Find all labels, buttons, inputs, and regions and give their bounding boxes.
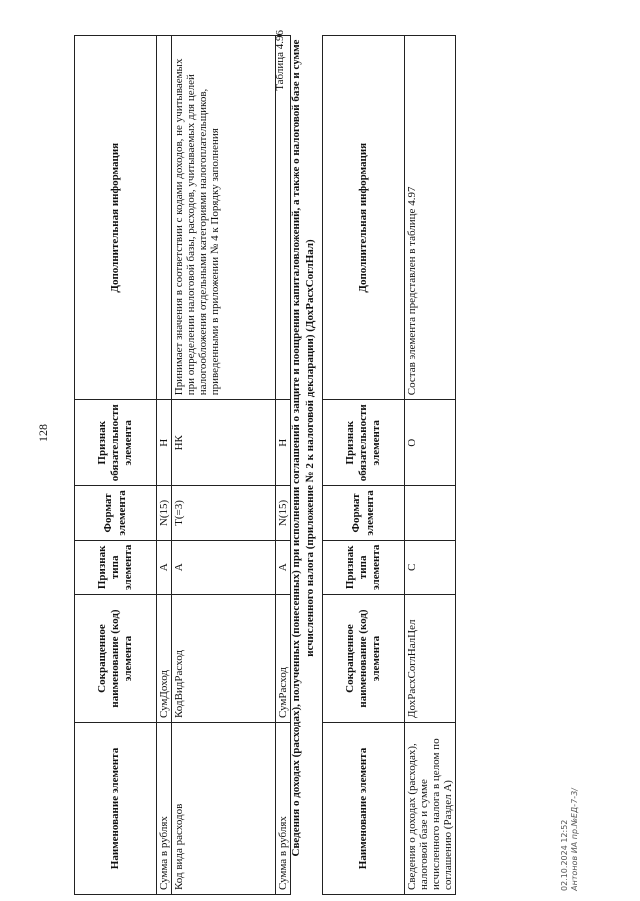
stamp-line-2: Антонов ИА пр.№ЕД-7-3/ (570, 787, 580, 892)
header-name: Наименование элемента (323, 723, 405, 895)
header-info: Дополнительная информация (323, 36, 405, 400)
cell-required: Н (157, 400, 172, 486)
cell-name: Сумма в рублях (157, 723, 172, 895)
cell-code: СумДоход (157, 595, 172, 723)
cell-required: Н (276, 400, 291, 486)
cell-code: СумРасход (276, 595, 291, 723)
table-row (405, 36, 456, 895)
table-row (157, 36, 172, 895)
header-name: Наименование элемента (75, 723, 157, 895)
cell-info (157, 36, 172, 400)
cell-format: T(=3) (172, 486, 276, 540)
cell-name: Сумма в рублях (276, 723, 291, 895)
header-format: Формат элемента (323, 486, 405, 540)
cell-info: Состав элемента представлен в таблице 4.97 (405, 36, 456, 400)
table-number: Таблица 4.96 (274, 30, 286, 91)
cell-format: N(15) (157, 486, 172, 540)
elements-table-bottom (322, 35, 456, 895)
table-row (276, 36, 291, 895)
cell-code: КодВидРасход (172, 595, 276, 723)
cell-code: ДохРасхСоглНалЦел (405, 595, 456, 723)
table-title: Сведения о доходах (расходах), полученных (понесенных) при исполнении соглашений о защите и поощрении капиталовложений, а также о налоговой базе и сумме исчисленного налога (приложение № 2 к налоговой декларации) (ДохРасхСоглНал) (290, 39, 316, 857)
cell-type: А (172, 540, 276, 594)
header-required: Признак обязательности элемента (75, 400, 157, 486)
cell-required: О (405, 400, 456, 486)
header-info: Дополнительная информация (75, 36, 157, 400)
electronic-signature-stamp (560, 788, 581, 891)
header-type: Признак типа элемента (75, 540, 157, 594)
header-type: Признак типа элемента (323, 540, 405, 594)
cell-format: N(15) (276, 486, 291, 540)
page-number: 128 (36, 424, 50, 442)
stamp-line-1: 02.10.2024 12:52 (560, 819, 569, 891)
table-row (172, 36, 276, 895)
header-format: Формат элемента (75, 486, 157, 540)
cell-info: Принимает значения в соответствии с кодами доходов, не учитываемых при определении налоговой базы, расходов, учитываемых для целей налогообложения отдельными категориями налогоплательщиков, приведенными в приложении № 4 к Порядку заполнения (172, 36, 276, 400)
cell-type: А (276, 540, 291, 594)
cell-name: Код вида расходов (172, 723, 276, 895)
header-code: Сокращенное наименование (код) элемента (323, 595, 405, 723)
cell-required: НК (172, 400, 276, 486)
elements-table-top (74, 35, 291, 895)
cell-name: Сведения о доходах (расходах), налоговой базе и сумме исчисленного налога в целом по соглашению (Раздел А) (405, 723, 456, 895)
header-code: Сокращенное наименование (код) элемента (75, 595, 157, 723)
cell-type: А (157, 540, 172, 594)
cell-type: С (405, 540, 456, 594)
header-required: Признак обязательности элемента (323, 400, 405, 486)
cell-format (405, 486, 456, 540)
